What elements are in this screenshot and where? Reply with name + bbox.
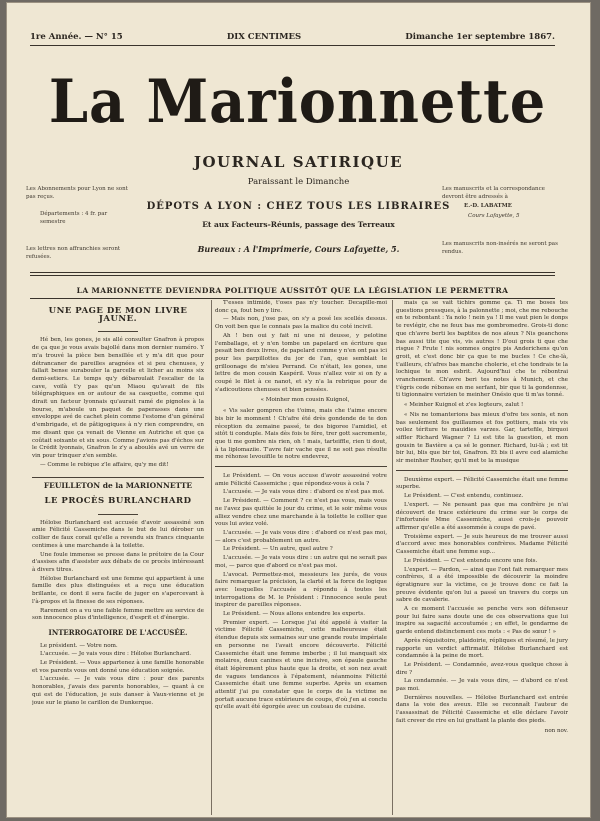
column-1 bbox=[32, 300, 204, 815]
dialogue-line: La condamnée. — Je vais vous dire, — d'abord ce n'est pas moi. bbox=[396, 678, 568, 693]
paragraph: — Mais non, j'ose pas, on s'y a posé les scellés dessus. On voit ben que le connais pas la malice du coté incivil. bbox=[215, 316, 387, 331]
banner-rule bbox=[30, 298, 555, 299]
dialogue-line: Après réquisitoire, plaidoirie, répliques et résumé, le jury rapporte un verdict affirmatif. Héloïse Burlanchard est condamnée à la peine de mort. bbox=[396, 637, 568, 660]
issue-number: 1re Année. — N° 15 bbox=[30, 32, 123, 42]
column-3 bbox=[396, 300, 568, 815]
header-rule bbox=[30, 272, 555, 273]
dialogue-line: L'accusée. — Je vais vous dire : pour des parents honorables, j'avais des parents honorables, — quant à ce qui est de l'éducation, je suis danser à Vaux-vienne et je joue sur le piano le carillon de Dunkerque. bbox=[32, 676, 204, 706]
note-abonnements: Les Abonnements pour Lyon ne sont pas reçus. bbox=[26, 186, 128, 200]
section-label: INTERROGATOIRE DE L'ACCUSÉE. bbox=[48, 627, 188, 637]
feuilleton-divider bbox=[215, 466, 387, 469]
dialogue-line: Le Président. — C'est entendu encore une fois. bbox=[404, 557, 538, 564]
issue-date: Dimanche 1er septembre 1867. bbox=[405, 32, 555, 42]
separator bbox=[98, 331, 138, 332]
note-editor-name: E.-D. LABATME bbox=[464, 203, 512, 209]
feuilleton-divider bbox=[396, 470, 568, 473]
paragraph: « Vis saler gompren che t'oime, mais che t'aime encore bis bir le momnent ! Ch'afre été drès gondende de te don réception du zemaine passé, te des bigoree l'amidiel, et sitôt ti conduple. Mais dès fois te fére, trer gott sacremente, que ti me gombre nis rien, oh ! mais, tarteiffle, rien ti dout, à ta liplomaziie. T'avre fair vache que il ne soit pas résulte me réhonse levouifile te notre endevrez, bbox=[215, 408, 387, 461]
political-banner: LA MARIONNETTE DEVIENDRA POLITIQUE AUSSITÔT QUE LA LÉGISLATION LE PERMETTRA bbox=[76, 286, 509, 295]
masthead-subtitle: JOURNAL SATIRIQUE bbox=[193, 153, 404, 171]
note-departements: Départements : 4 fr. par semestre bbox=[40, 211, 108, 225]
article-heading: UNE PAGE DE MON LIVRE JAUNE. bbox=[48, 306, 188, 324]
issue-line bbox=[30, 31, 555, 46]
dialogue-line: Le Président. — C'est entendu, continuez. bbox=[404, 493, 524, 500]
paragraph: « Moinher mon cousin Kuignol, bbox=[260, 397, 350, 404]
column-2 bbox=[215, 300, 387, 815]
dialogue-line: Le Président. — On vous accuse d'avoir assassiné votre amie Félicité Cassemiche ; que répondez-vous à cela ? bbox=[215, 473, 387, 487]
dialogue-line: Deuxième expert. — Félicité Cassemiche était une femme superbe. bbox=[396, 476, 568, 491]
column-divider bbox=[211, 300, 212, 815]
header-rule-double bbox=[30, 275, 555, 276]
paragraph: « Meinher Kuignol et z'es legteurs, zalut ! bbox=[404, 402, 524, 409]
newspaper-page bbox=[6, 2, 591, 818]
dialogue-line: L'accusée. — Je vais vous dire : d'abord ce n'est pas moi. bbox=[223, 489, 385, 496]
paragraph: Une foule immense se presse dans le prétoire de la Cour d'assises afin d'assister aux débats de ce procès intéressant à divers titres. bbox=[32, 551, 204, 573]
paragraph: Héloïse Burlanchard est une femme qui appartient à une famille des plus distinguées et a reçu une éducation brillante, ce dont il sera facile de juger en s'apercevant à l'à-propos et la finesse de ses réponses. bbox=[32, 575, 204, 605]
dialogue-line: L'accusée. — Je vais vous dire : Héloïse Burlanchard. bbox=[40, 651, 192, 658]
signature: non nov. bbox=[544, 727, 568, 734]
dialogue-line: A ce moment l'accusée se penche vers son défenseur pour lui faire sans doute une de ces observations que lui inspire sa sagacité accoutumée ; en effet, le gendarme de garde entend distinctement ces mots : « Pas de sœur ! » bbox=[396, 606, 568, 636]
dialogue-line: L'accusée. — Je vais vous dire : un autre qui ne serait pas moi, — parce que d'abord ce n'est pas moi. bbox=[215, 555, 387, 569]
dialogue-line: Le Président. — Comment ? ce n'est pas vous, mais vous ne l'avez pas quittée le jour du crime, et le soir même vous alliez vendre chez une marchande à la toilette le collier que vous lui aviez volé. bbox=[215, 498, 387, 528]
dialogue-line: Premier expert. — Lorsque j'ai été appelé à visiter la victime Félicité Cassemiche, cette malheureuse était étendue depuis six semaines sur une grande route impériale en personne ne l'avait encore découverte. Félicité Cassemiche était une femme imberbe ; il lui manquait six molaires, deux canines et une incisive, son épaule gauche était légèrement plus haute que la droite, et son nez avait de vagues tendances à l'épatement, néanmoins Félicité Cassemiche était une femme superbe. Après un examen attentif j'ai pu constater que le corps de la victime ne portait aucune trace extérieure de coups, d'où j'en ai conclu qu'elle avait été égorgée avec un couteau de cuisine. bbox=[215, 619, 387, 711]
dialogue-line: Le Président. — Condamnée, avez-vous quelque chose à dire ? bbox=[396, 661, 568, 676]
paragraph: Ah ! ben oui y fait ni une ni deusse, y pelotine l'emballage, et y n'en tombe un papelard en écriture que pesait ben deux livres, de papelard comme y n'en ont pas ici pour les parpillottes du jor de l'an, que semblait le grilloonage de m'sieu Perrand. Ce n'était, les gones, une lettre de mon cousin Kaspéril. Vous n'allez voir si on fy a coupé le filet à ce nanot, et s'y n'a la rebrique pour de s'adicoutions chenuses et bien pensées. bbox=[215, 332, 387, 393]
dialogue-line: L'expert. — Ne pensant pas que ma confrère je n'ai découvert de trace extérieure du crime sur le corps de l'infortunée Mme Cassemiche, aussi crois-je pouvoir affirmer qu'elle a été assommée à coups de pavé. bbox=[396, 501, 568, 531]
dialogue-line: Dernières nouvelles. — Héloïse Burlanchard est entrée dans la voie des aveux. Elle se reconnaît l'auteur de l'assassinat de Félicité Cassemiche et elle déclare l'avoir fait crever de rire en lui grattant la plante des pieds. bbox=[396, 694, 568, 724]
separator bbox=[98, 514, 138, 515]
dialogue-line: L'avocat. Permettez-moi, messieurs les jurés, de vous faire remarquer la précision, la clarté et la force de logique avec lesquelles l'accusée a répondu à toutes les interrogations de M. le Président : l'innocence seule peut inspirer de pareilles réponses. bbox=[215, 571, 387, 609]
paragraph: — Comme le rebique z'le affaire, qu'y me dit! bbox=[40, 461, 169, 468]
column-divider bbox=[392, 300, 393, 815]
price: DIX CENTIMES bbox=[226, 32, 302, 42]
bureaux-line: Bureaux : A l'Imprimerie, Cours Lafayette, 5. bbox=[197, 244, 400, 254]
paragraph: « Nis ne tomanterions bas mieux d'ofre tes sonis, et non bas seulement fos guillaumes et fos pottiers, mais vis vis voilez tériture te mauidies varzes. Gar, tartefile, birquoi siffler Richard Wagner ? Li est tite la guestion, et mon gousin te Bavière a ça sé le gonner. Richard, lui-là ; est tit bir lui, blis que bir toi, Gnafron. Et bis il avre ced alamiche sir meinher Rouher, qu'il met te la musique bbox=[396, 411, 568, 465]
dialogue-line: Le Président. — Un autre, quel autre ? bbox=[223, 546, 333, 553]
dialogue-line: L'expert. — Pardon, — ainsi que l'ont fait remarquer mes confrères, il a été impossible de découvrir la moindre égratignure sur la victime, ce je trouve donc ce fait la preuve évidente qu'on lui a passé un travers du corps un sabre de cavalerie. bbox=[396, 566, 568, 604]
paragraph: Hé ben, les gones, je sis allé consulter Gnafron à propos de ça que je vous avais bajollé dans mon dernier numéro. Y m'a trouvé la pièce ben bensillée et y m'a dit que pour détrancaner de pareilles aragnées et si peu chenuses, y fallait bense surabouler la garcelle et licher au moins six demi-setiers. Le temps qu'y débaroulait l'escalier de la cave, voilà t'y pas qu'un Miaou qu'avait de fils télégraphiques en or autour de sa casquette, comme qui dirait un facteur lyonnais qu'aurait ramé de pignoles à la bourse, m'aboule un paquet de paperasses dans une enveloppe avé de cachet plein comme l'estome d'un général d'embrigade, et de pâtigogiques à n'y rien comprendre, en me disant que ça venait de Vienne en Autriche et que ça coûtait soixante et six sous. Comme j'avions pas d'échos sur le Crédit lyonnais, Gnafron le z'y a aboulés avé un verre de vin pour trinquer z'en semble. bbox=[32, 337, 204, 459]
facteurs-line: Et aux Facteurs-Réunis, passage des Terreaux bbox=[202, 220, 395, 229]
dialogue-line: L'accusée. — Je vais vous dire : d'abord ce n'est pas moi, — alors c'est probablement un autre. bbox=[215, 529, 387, 544]
dialogue-line: Le Président. — Nous allons entendre les experts. bbox=[223, 611, 366, 618]
article-heading: LE PROCÈS BURLANCHARD bbox=[44, 496, 192, 507]
note-non-inseres: Les manuscrits non-insérés ne seront pas rendus. bbox=[442, 241, 558, 255]
paragraph: mais ça se vait tichirs gomme ça. Ti me boses tes guestions pressques, à la palonnette ; moi, che me rebouche en te rebontant : Ya noïo ! nein ya ! Il me vaut pien le donps te revlégir, che ne feux bas me gombromedre. Grois-ti donc que ch'avre berti les baptites de nos aïeux ? Nis geanchons bas aussi tite que vis, vis autres ! D'oui grois ti que che risgue ? Frute ! nis sommes ongire pis Anderichens qu'on groit, et c'est donc bir ça que te me bucles ! Ce che-là, t'ailleurs, ch'afres bas manche cholerie, et che tondrais te la lochique te mon esbrit. Aujourd'hui che te rébontrai vranchement. Ch'avre beri tes notes à Munich, et che t'égris cede rébonse en me serfant, bir que ti la gondennse, ti tigionnaire verizien te meinher Onésio que ti m'as tonné. bbox=[396, 300, 568, 399]
masthead-title: La Marionnette bbox=[48, 67, 547, 137]
dialogue-line: Le président. — Votre nom. bbox=[40, 642, 118, 649]
note-address: Cours Lafayette, 5 bbox=[468, 213, 520, 219]
paragraph: T'esses intimidé, t'oses pas n'y toucher. Decapille-moi donc ça, fout ben y lire. bbox=[215, 300, 387, 314]
note-manuscrits: Les manuscrits et la correspondance devront être adressés à bbox=[442, 186, 545, 200]
note-lettres: Les lettres non affranchies seront refusées. bbox=[26, 246, 121, 260]
depots-line: DÉPOTS A LYON : CHEZ TOUS LES LIBRAIRES bbox=[146, 201, 451, 212]
dialogue-line: Le Président. — Vous appartenez à une famille honorable et vos parents vous ont donné une éducation soignée. bbox=[32, 660, 204, 674]
feuilleton-heading: FEUILLETON de la MARIONNETTE bbox=[32, 477, 204, 490]
paragraph: Rarement on a vu une faible femme mettre au service de son innocence plus d'intelligence, d'esprit et d'énergie. bbox=[32, 607, 204, 622]
paragraph: Héloïse Burlanchard est accusée d'avoir assassiné son amie Félicité Cassemiche dans le but de lui dérober un collier de faux corail qu'elle a revendu six francs cinquante centimes à une marchande à la toilette. bbox=[32, 519, 204, 549]
publication-frequency: Paraissant le Dimanche bbox=[247, 177, 350, 187]
dialogue-line: Troisième expert. — Je suis heureux de me trouver aussi d'accord avec mes honorables confrères. Madame Félicité Cassemiche était une femme sup... bbox=[396, 533, 568, 556]
